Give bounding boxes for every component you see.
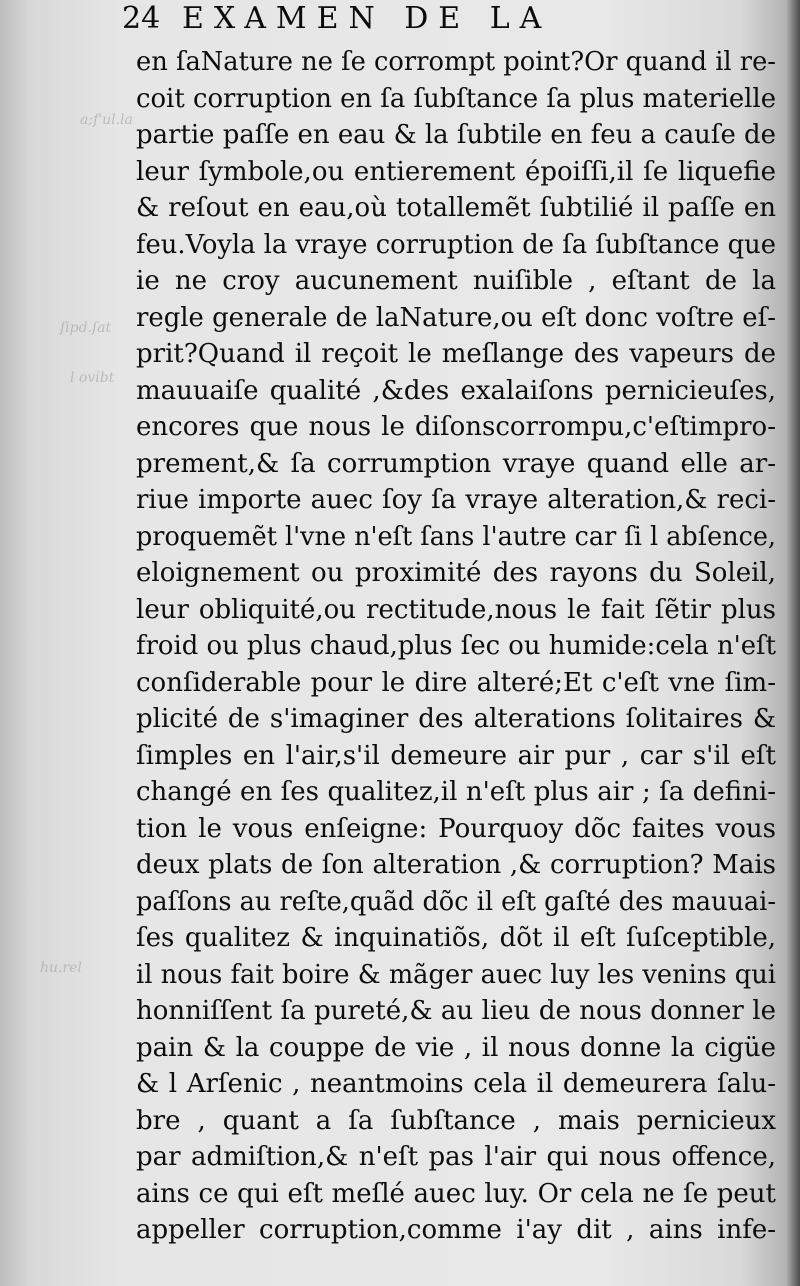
text-line: & l Arſenic , neantmoins cela il demeurera ſalu- [136, 1069, 776, 1099]
text-line: honniſſent ſa pureté,& au lieu de nous donner le [136, 996, 776, 1026]
text-line: leur ſymbole,ou entierement époiſſi,il ſe liquefie [136, 156, 776, 187]
running-title: EXAMEN DE LA [182, 1, 552, 36]
text-line: encores que nous le diſonscorrompu,c'eſtimpro- [136, 412, 776, 442]
text-line: froid ou plus chaud,plus ſec ou humide:cela n'eſt [136, 631, 777, 661]
text-line: bre , quant a ſa ſubſtance , mais pernicieux [136, 1105, 776, 1136]
text-line: leur obliquité,ou rectitude,nous le fait ſẽtir plus [136, 594, 776, 625]
page-number: 24 [122, 1, 161, 36]
text-line: feu.Voyla la vraye corruption de ſa ſubſtance que [136, 229, 777, 260]
text-line: ains ce qui eſt meſlé auec luy. Or cela ne ſe peut [136, 1178, 776, 1209]
page-gutter-shadow [786, 0, 800, 1286]
text-line: par admiſtion,& n'eſt pas l'air qui nous offence, [136, 1142, 776, 1172]
text-line: changé en ſes qualitez,il n'eſt plus air ; ſa defini- [136, 777, 776, 807]
text-line: deux plats de ſon alteration ,& corruption? Mais [136, 850, 776, 880]
text-line: paſſons au reſte,quãd dõc il eſt gaſté des mauuai- [136, 886, 777, 917]
bleed-through-mark: l ovibt [70, 370, 115, 386]
text-line: appeller corruption,comme i'ay dit , ains infe- [136, 1215, 776, 1245]
bleed-through-mark: a;f'ul.la [80, 112, 133, 128]
text-line: eloignement ou proximité des rayons du Soleil, [136, 558, 776, 588]
text-line: pain & la couppe de vie , il nous donne la cigüe [136, 1032, 776, 1063]
text-line: regle generale de laNature,ou eſt donc voſtre eſ- [136, 302, 776, 333]
text-line: riue importe auec ſoy ſa vraye alteration,& reci- [136, 485, 776, 515]
text-line: il nous fait boire & mãger auec luy les venins qui [136, 959, 776, 990]
body-text [136, 44, 776, 1249]
text-line: ie ne croy aucunement nuiſible , eſtant de la [136, 266, 776, 296]
text-line: mauuaiſe qualité ,&des exalaiſons pernicieuſes, [136, 375, 776, 406]
bleed-through-mark: hu.rel [40, 960, 82, 976]
text-line: tion le vous enſeigne: Pourquoy dõc faites vous [136, 813, 776, 844]
text-line: conſiderable pour le dire alteré;Et c'eſt vne ſim- [136, 667, 776, 698]
text-line: prement,& ſa corrumption vraye quand elle ar- [136, 448, 776, 479]
text-line: prit?Quand il reçoit le meſlange des vapeurs de [136, 339, 776, 369]
text-line: & reſout en eau,où totallemẽt ſubtilié il paſſe en [136, 193, 776, 223]
text-line: coit corruption en ſa ſubſtance ſa plus materielle [136, 83, 777, 114]
text-line: en ſaNature ne ſe corrompt point?Or quand il re- [136, 47, 777, 77]
text-line: ſes qualitez & inquinatiõs, dõt il eſt ſuſceptible, [136, 923, 776, 953]
text-line: ſimples en l'air,s'il demeure air pur , car s'il eſt [136, 740, 776, 771]
text-line: plicité de s'imaginer des alterations ſolitaires & [136, 704, 776, 734]
bleed-through-mark: ſipd.ſat [60, 320, 112, 336]
text-line: proquemẽt l'vne n'eſt ſans l'autre car ſi l abſence, [136, 521, 777, 552]
text-line: partie paſſe en eau & la ſubtile en feu a cauſe de [136, 120, 776, 150]
running-header [122, 2, 642, 36]
